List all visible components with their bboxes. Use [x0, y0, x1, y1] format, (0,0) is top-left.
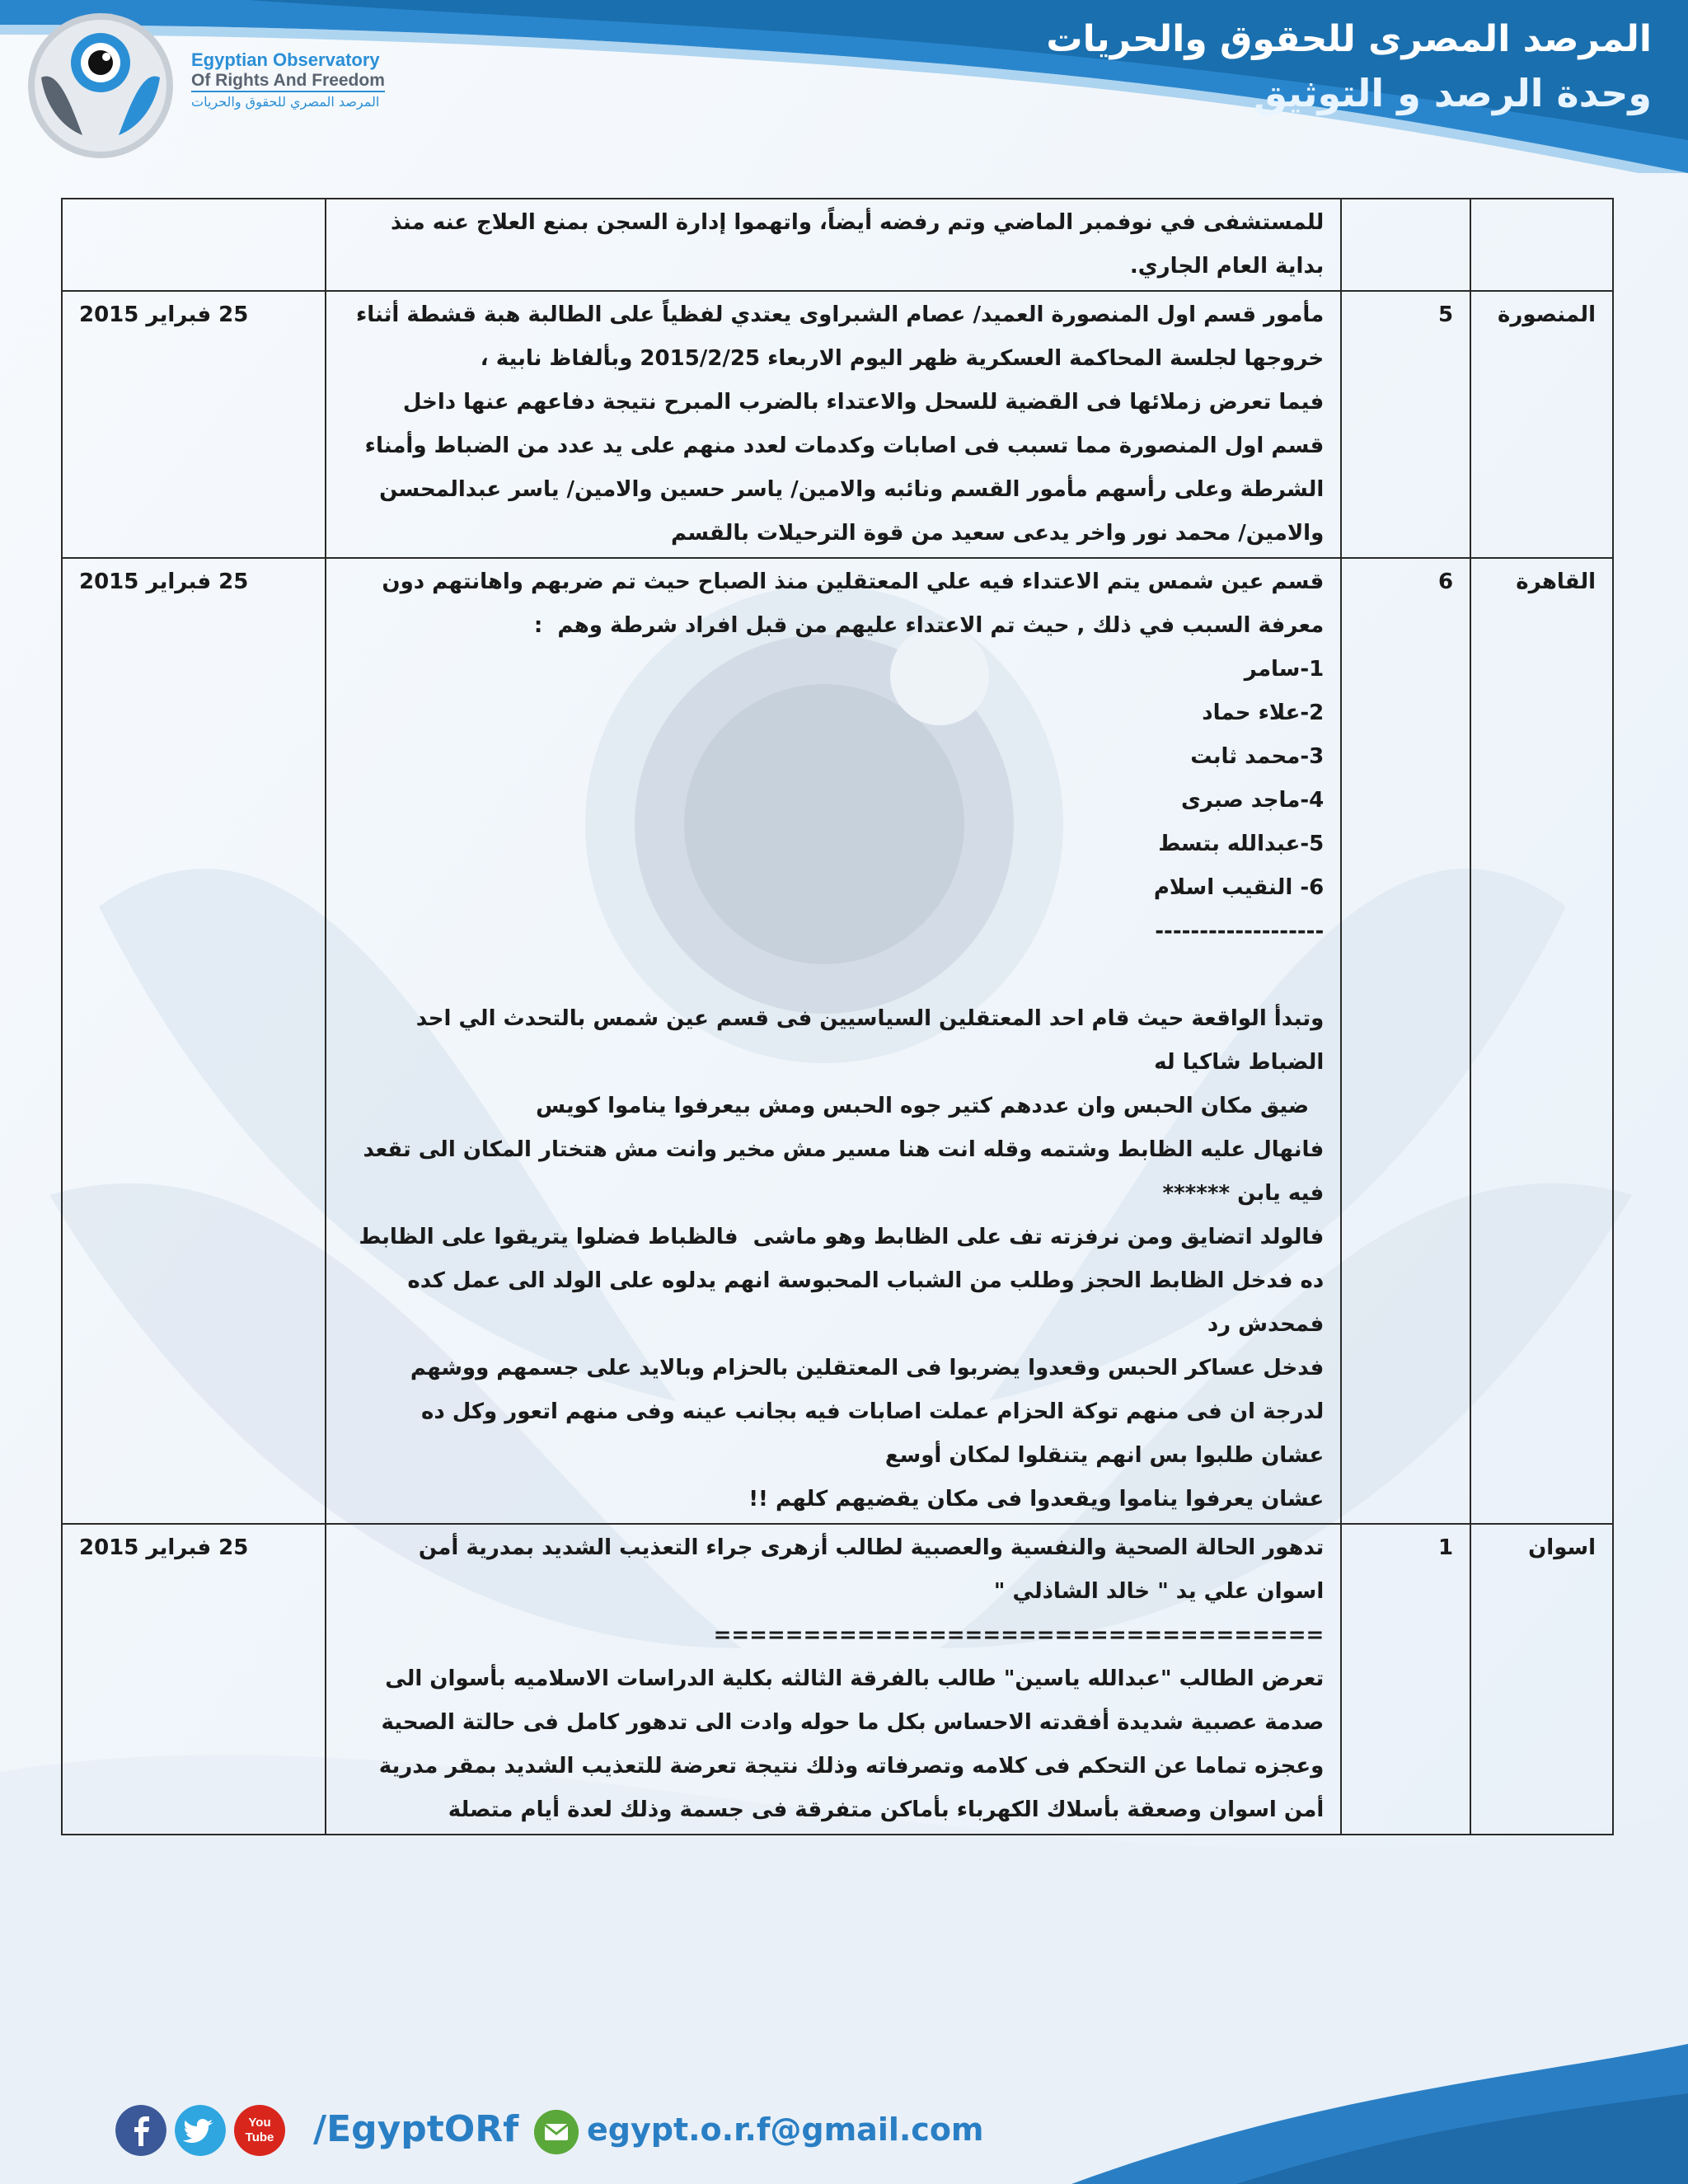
- email-icon: [534, 2110, 579, 2154]
- details-line: قسم اول المنصورة مما تسبب فى اصابات وكدمات لعدد منهم على يد عدد من الضباط وأمناء: [364, 434, 1325, 458]
- count-cell: 6: [1341, 558, 1470, 1524]
- table-row: [62, 199, 1613, 291]
- details-line: [343, 954, 1325, 997]
- logo-text: [191, 49, 385, 112]
- social-handle[interactable]: /EgyptORf: [313, 2108, 519, 2150]
- details-line: للمستشفى في نوفمبر الماضي وتم رفضه أيضاً، واتهموا إدارة السجن بمنع العلاج عنه منذ: [391, 210, 1325, 235]
- details-line: الضباط شاكيا له: [1154, 1050, 1325, 1075]
- governorate-cell: اسوان: [1470, 1524, 1613, 1835]
- details-line: خروجها لجلسة المحاكمة العسكرية ظهر اليوم الاربعاء 2015/2/25 وبألفاظ نابية ،: [480, 346, 1325, 371]
- details-cell: [326, 291, 1342, 558]
- details-line: لدرجة ان فى منهم توكة الحزام عملت اصابات فيه بجانب عينه وفى منهم اتعور وكل ده: [420, 1399, 1325, 1424]
- date-cell: 25 فبراير 2015: [62, 1524, 326, 1835]
- footer: [115, 2105, 1104, 2163]
- table-row: [62, 558, 1613, 1524]
- count-cell: 5: [1341, 291, 1470, 558]
- details-line: صدمة عصبية شديدة أفقدته الاحساس بكل ما حوله وادت الى تدهور كامل فى حالتة الصحية: [381, 1710, 1325, 1735]
- count-cell: 1: [1341, 1524, 1470, 1835]
- date-cell: [62, 199, 326, 291]
- table-row: [62, 1524, 1613, 1835]
- youtube-icon[interactable]: [234, 2105, 285, 2156]
- details-line: 3-محمد ثابت: [1190, 744, 1325, 769]
- date-cell: 25 فبراير 2015: [62, 291, 326, 558]
- details-line: ضيق مكان الحبس وان عددهم كتير جوه الحبس ومش بيعرفوا يناموا كويس: [536, 1094, 1325, 1118]
- details-line: فيه يابن ******: [1162, 1181, 1325, 1206]
- details-line: فدخل عساكر الحبس وقعدوا يضربوا فى المعتقلين بالحزام وبالايد على جسمهم ووشهم: [410, 1356, 1325, 1380]
- details-line: عشان طلبوا بس انهم يتنقلوا لمكان أوسع: [884, 1443, 1325, 1468]
- logo-text-en-1: Egyptian Observatory: [191, 49, 380, 70]
- youtube-icon-label: You Tube: [245, 2116, 274, 2144]
- details-line: قسم عين شمس يتم الاعتداء فيه علي المعتقلين منذ الصباح حيث تم ضربهم واهانتهم دون: [382, 569, 1325, 594]
- details-line: أمن اسوان وصعقة بأسلاك الكهرباء بأماكن متفرقة فى جسمة وذلك لعدة أيام متصلة: [448, 1797, 1325, 1822]
- details-line: فيما تعرض زملائها فى القضية للسحل والاعتداء بالضرب المبرح نتيجة دفاعهم عنها داخل: [402, 390, 1325, 415]
- details-line: فمحدش رد: [1207, 1312, 1325, 1337]
- details-line: بداية العام الجاري.: [1129, 254, 1325, 279]
- details-line: والامين/ محمد نور واخر يدعى سعيد من قوة الترحيلات بالقسم: [671, 521, 1325, 546]
- details-line: عشان يعرفوا يناموا ويقعدوا فى مكان يقضيهم كلهم !!: [748, 1487, 1325, 1511]
- twitter-icon[interactable]: [175, 2105, 226, 2156]
- governorate-cell: المنصورة: [1470, 291, 1613, 558]
- details-cell: [326, 199, 1342, 291]
- details-line: وتبدأ الواقعة حيث قام احد المعتقلين السياسيين فى قسم عين شمس بالتحدث الي احد: [415, 1006, 1325, 1031]
- details-line: ده فدخل الظابط الحجز وطلب من الشباب المحبوسة انهم يدلوه على الولد الى عمل كده: [407, 1268, 1325, 1293]
- org-subtitle: وحدة الرصد و التوثيق: [1254, 71, 1652, 115]
- date-cell: 25 فبراير 2015: [62, 558, 326, 1524]
- count-cell: [1341, 199, 1470, 291]
- details-cell: [326, 1524, 1342, 1835]
- details-line: -------------------: [1155, 919, 1325, 944]
- details-line: مأمور قسم اول المنصورة العميد/ عصام الشبراوى يعتدي لفظياً على الطالبة هبة قشطة أثناء: [355, 302, 1325, 327]
- table-row: [62, 291, 1613, 558]
- governorate-cell: القاهرة: [1470, 558, 1613, 1524]
- org-title: المرصد المصرى للحقوق والحريات: [1046, 18, 1652, 60]
- email-link[interactable]: egypt.o.r.f@gmail.com: [587, 2111, 984, 2148]
- details-line: ==================================: [713, 1623, 1325, 1647]
- details-line: 5-عبدالله بتسط: [1158, 832, 1325, 856]
- details-cell: [326, 558, 1342, 1524]
- facebook-icon[interactable]: [115, 2105, 166, 2156]
- details-line: معرفة السبب في ذلك , حيث تم الاعتداء عليهم من قبل افراد شرطة وهم :: [533, 613, 1325, 638]
- details-line: 1-سامر: [1244, 657, 1325, 682]
- organization-logo: [25, 12, 181, 160]
- logo-text-en-2: Of Rights And Freedom: [191, 71, 385, 92]
- details-line: تدهور الحالة الصحية والنفسية والعصبية لطالب أزهرى جراء التعذيب الشديد بمدرية أمن: [418, 1535, 1325, 1560]
- details-line: 2-علاء حماد: [1202, 701, 1325, 725]
- logo-text-ar: المرصد المصري للحقوق والحريات: [191, 94, 380, 110]
- details-line: الشرطة وعلى رأسهم مأمور القسم ونائبه والامين/ ياسر حسين والامين/ ياسر عبدالمحسن: [379, 477, 1325, 502]
- governorate-cell: [1470, 199, 1613, 291]
- incident-table-body: [62, 199, 1613, 1835]
- incident-table: [61, 198, 1614, 1835]
- details-line: فالولد اتضايق ومن نرفزته تف على الظابط وهو ماشى فالظباط فضلوا يتريقوا على الظابط: [359, 1225, 1325, 1249]
- details-line: وعجزه تماما عن التحكم فى كلامه وتصرفاته وذلك نتيجة تعرضة للتعذيب الشديد بمقر مدرية: [378, 1754, 1325, 1779]
- details-line: 6- النقيب اسلام: [1153, 875, 1325, 900]
- details-line: 4-ماجد صبرى: [1180, 788, 1325, 813]
- details-line: اسوان علي يد " خالد الشاذلي ": [993, 1579, 1325, 1604]
- details-line: تعرض الطالب "عبدالله ياسين" طالب بالفرقة الثالثه بكلية الدراسات الاسلاميه بأسوان الى: [385, 1666, 1325, 1691]
- details-line: فانهال عليه الظابط وشتمه وقله انت هنا مسير مش مخير وانت مش هتختار المكان الى تقعد: [363, 1137, 1325, 1162]
